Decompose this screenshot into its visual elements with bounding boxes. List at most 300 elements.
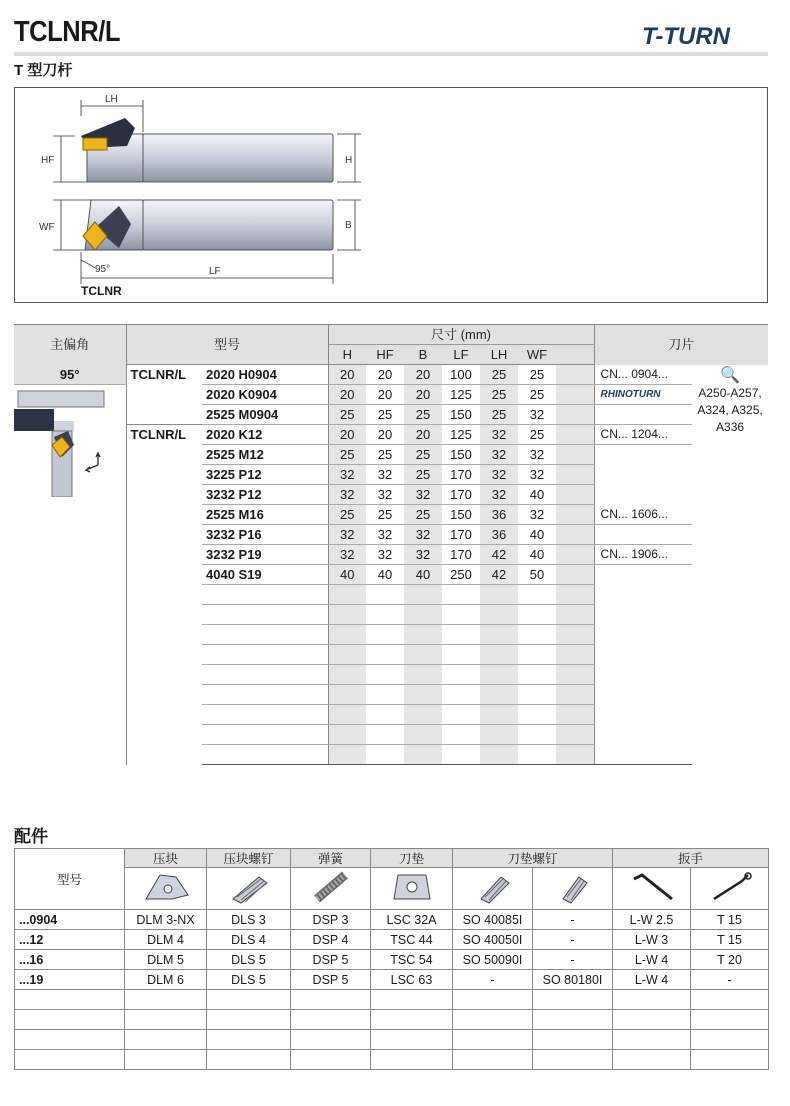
dim-empty xyxy=(366,705,404,725)
model-code: 2525 M16 xyxy=(202,505,328,525)
dim-label-hf: HF xyxy=(41,155,55,166)
model-empty xyxy=(202,645,328,665)
acc-cell-empty xyxy=(533,990,613,1010)
dim-empty xyxy=(556,725,594,745)
spec-table xyxy=(14,324,768,765)
acc-part-code: DLM 3-NX xyxy=(125,910,207,930)
title-rule xyxy=(14,52,768,56)
dim-value: 32 xyxy=(328,485,366,505)
acc-part-code: SO 80180I xyxy=(533,970,613,990)
series-label: TCLNR/L xyxy=(126,365,202,425)
dim-value: 40 xyxy=(518,545,556,565)
dim-value: 20 xyxy=(366,365,404,385)
model-empty xyxy=(202,705,328,725)
diagram-caption: TCLNR xyxy=(81,284,122,298)
acc-cell-empty xyxy=(613,1050,691,1070)
table-row xyxy=(15,970,769,990)
page-subtitle: T 型刀杆 xyxy=(14,62,73,79)
dim-empty xyxy=(556,425,594,445)
acc-cell-empty xyxy=(613,990,691,1010)
dim-empty xyxy=(328,685,366,705)
model-empty xyxy=(202,745,328,765)
dim-value: 36 xyxy=(480,505,518,525)
model-empty xyxy=(202,625,328,645)
dim-empty xyxy=(480,605,518,625)
dim-value: 25 xyxy=(518,425,556,445)
dim-label-lf: LF xyxy=(209,266,221,277)
dim-value: 25 xyxy=(366,505,404,525)
table-row xyxy=(15,990,769,1010)
acc-cell-empty xyxy=(533,1030,613,1050)
dim-empty xyxy=(480,705,518,725)
dim-value: 32 xyxy=(366,525,404,545)
acc-part-code: SO 40050I xyxy=(453,930,533,950)
dim-value: 150 xyxy=(442,445,480,465)
dim-value: 150 xyxy=(442,505,480,525)
dim-value: 25 xyxy=(518,365,556,385)
dim-value: 32 xyxy=(366,485,404,505)
dim-value: 25 xyxy=(366,445,404,465)
insert-empty xyxy=(594,745,692,765)
tool-drawing xyxy=(15,88,769,304)
page-title: TCLNR/L xyxy=(14,16,121,48)
insert-empty xyxy=(594,625,692,645)
dim-value: 32 xyxy=(328,525,366,545)
dim-empty xyxy=(518,705,556,725)
dim-value: 32 xyxy=(518,505,556,525)
dim-value: 40 xyxy=(518,525,556,545)
dim-empty xyxy=(518,625,556,645)
acc-row-empty xyxy=(15,1030,125,1050)
dim-empty xyxy=(328,725,366,745)
torx-key-icon xyxy=(691,868,769,910)
header-dim-col: HF xyxy=(366,345,404,365)
acc-cell-empty xyxy=(207,990,291,1010)
acc-cell-empty xyxy=(125,1050,207,1070)
acc-cell-empty xyxy=(613,1010,691,1030)
dim-value: 32 xyxy=(404,485,442,505)
insert-code: CN... 1606... xyxy=(594,505,692,525)
dim-empty xyxy=(404,705,442,725)
dim-empty xyxy=(366,585,404,605)
model-code: 2020 H0904 xyxy=(202,365,328,385)
dim-empty xyxy=(556,545,594,565)
acc-part-code: DSP 3 xyxy=(291,910,371,930)
dim-empty xyxy=(556,465,594,485)
angle-value: 95° xyxy=(14,365,126,385)
acc-cell-empty xyxy=(453,1010,533,1030)
table-row xyxy=(15,930,769,950)
dim-empty xyxy=(556,485,594,505)
acc-cell-empty xyxy=(691,1050,769,1070)
dim-value: 125 xyxy=(442,425,480,445)
clamp-screw-icon xyxy=(207,868,291,910)
dim-empty xyxy=(442,665,480,685)
dim-empty xyxy=(328,745,366,765)
table-row xyxy=(15,950,769,970)
dim-empty xyxy=(556,585,594,605)
acc-cell-empty xyxy=(125,1010,207,1030)
acc-row-empty xyxy=(15,990,125,1010)
acc-part-code: LSC 32A xyxy=(371,910,453,930)
insert-code: CN... 0904... xyxy=(594,365,692,385)
insert-empty xyxy=(594,705,692,725)
dim-empty xyxy=(442,625,480,645)
shim-screw-icon-1 xyxy=(453,868,533,910)
table-row xyxy=(14,585,768,605)
insert-empty xyxy=(594,405,692,425)
model-code: 3225 P12 xyxy=(202,465,328,485)
dim-value: 36 xyxy=(480,525,518,545)
dim-value: 150 xyxy=(442,405,480,425)
dim-empty xyxy=(404,685,442,705)
dim-empty xyxy=(480,745,518,765)
acc-part-code: L-W 3 xyxy=(613,930,691,950)
dim-empty xyxy=(556,405,594,425)
dim-label-angle: 95° xyxy=(95,264,111,275)
dim-empty xyxy=(442,685,480,705)
header-angle: 主偏角 xyxy=(14,325,126,365)
acc-part-code: DLS 4 xyxy=(207,930,291,950)
dim-value: 40 xyxy=(366,565,404,585)
acc-cell-empty xyxy=(371,990,453,1010)
dim-value: 25 xyxy=(404,405,442,425)
model-empty xyxy=(202,585,328,605)
dim-value: 20 xyxy=(366,425,404,445)
dim-empty xyxy=(404,665,442,685)
acc-part-code: SO 50090I xyxy=(453,950,533,970)
acc-part-code: - xyxy=(533,950,613,970)
dim-empty xyxy=(518,725,556,745)
acc-part-code: - xyxy=(453,970,533,990)
table-row xyxy=(15,910,769,930)
header-dims: 尺寸 (mm) xyxy=(328,325,594,345)
acc-header-model: 型号 xyxy=(15,849,125,910)
acc-row-label: ...19 xyxy=(15,970,125,990)
dim-value: 25 xyxy=(518,385,556,405)
acc-cell-empty xyxy=(371,1050,453,1070)
dim-empty xyxy=(328,645,366,665)
dim-empty xyxy=(480,645,518,665)
dim-empty xyxy=(404,625,442,645)
dim-value: 25 xyxy=(404,465,442,485)
dim-empty xyxy=(404,745,442,765)
series-empty xyxy=(126,585,202,765)
dim-value: 25 xyxy=(404,445,442,465)
dim-value: 25 xyxy=(480,365,518,385)
acc-part-code: L-W 4 xyxy=(613,970,691,990)
insert-empty xyxy=(594,685,692,705)
dim-value: 20 xyxy=(404,425,442,445)
magnifier-icon: 🔍 xyxy=(720,366,740,384)
dim-value: 20 xyxy=(404,365,442,385)
dim-value: 32 xyxy=(480,445,518,465)
dim-value: 32 xyxy=(366,465,404,485)
dim-value: 20 xyxy=(404,385,442,405)
dim-empty xyxy=(556,685,594,705)
dim-label-h: H xyxy=(345,155,353,166)
dim-empty xyxy=(366,685,404,705)
acc-cell-empty xyxy=(207,1010,291,1030)
dim-value: 170 xyxy=(442,485,480,505)
page-reference-cell xyxy=(692,365,768,765)
holder-orientation-illustration xyxy=(14,385,126,765)
acc-cell-empty xyxy=(691,990,769,1010)
dim-value: 25 xyxy=(404,505,442,525)
dim-empty xyxy=(404,585,442,605)
acc-part-code: DLM 5 xyxy=(125,950,207,970)
dim-empty xyxy=(480,585,518,605)
acc-row-label: ...0904 xyxy=(15,910,125,930)
dim-empty xyxy=(442,585,480,605)
dim-empty xyxy=(328,585,366,605)
acc-cell-empty xyxy=(453,990,533,1010)
insert-empty xyxy=(594,605,692,625)
acc-row-empty xyxy=(15,1050,125,1070)
header-dim-col: B xyxy=(404,345,442,365)
dim-empty xyxy=(556,365,594,385)
acc-cell-empty xyxy=(291,1010,371,1030)
dim-value: 40 xyxy=(518,485,556,505)
acc-part-code: T 15 xyxy=(691,930,769,950)
dim-empty xyxy=(556,565,594,585)
dim-value: 50 xyxy=(518,565,556,585)
insert-empty xyxy=(594,585,692,605)
dim-empty xyxy=(556,385,594,405)
dim-empty xyxy=(366,625,404,645)
model-empty xyxy=(202,725,328,745)
dim-value: 250 xyxy=(442,565,480,585)
dim-empty xyxy=(404,605,442,625)
dim-value: 32 xyxy=(518,445,556,465)
header-insert: 刀片 xyxy=(594,325,768,365)
dim-value: 20 xyxy=(328,425,366,445)
holder-icon xyxy=(14,385,114,497)
dim-empty xyxy=(518,585,556,605)
dim-empty xyxy=(366,665,404,685)
dim-empty xyxy=(328,705,366,725)
dim-empty xyxy=(556,445,594,465)
acc-cell-empty xyxy=(371,1010,453,1030)
acc-part-code: DSP 5 xyxy=(291,950,371,970)
acc-cell-empty xyxy=(207,1050,291,1070)
acc-part-code: DLS 5 xyxy=(207,950,291,970)
dim-value: 42 xyxy=(480,565,518,585)
dim-value: 32 xyxy=(480,425,518,445)
dim-label-wf: WF xyxy=(39,222,55,233)
hex-key-icon xyxy=(613,868,691,910)
dim-value: 40 xyxy=(328,565,366,585)
model-empty xyxy=(202,665,328,685)
dim-empty xyxy=(442,745,480,765)
dim-value: 125 xyxy=(442,385,480,405)
acc-cell-empty xyxy=(291,1050,371,1070)
acc-part-code: LSC 63 xyxy=(371,970,453,990)
dim-empty xyxy=(366,645,404,665)
model-code: 3232 P19 xyxy=(202,545,328,565)
acc-part-code: L-W 4 xyxy=(613,950,691,970)
dim-value: 25 xyxy=(328,445,366,465)
model-code: 4040 S19 xyxy=(202,565,328,585)
dim-empty xyxy=(518,645,556,665)
header-model: 型号 xyxy=(126,325,328,365)
dim-empty xyxy=(518,685,556,705)
dim-empty xyxy=(442,725,480,745)
dim-value: 20 xyxy=(328,385,366,405)
dim-value: 25 xyxy=(366,405,404,425)
acc-cell-empty xyxy=(691,1010,769,1030)
dim-empty xyxy=(366,745,404,765)
acc-header-spring: 弹簧 xyxy=(291,849,371,868)
acc-cell-empty xyxy=(691,1030,769,1050)
accessories-title: 配件 xyxy=(14,827,48,846)
table-row xyxy=(15,1030,769,1050)
model-empty xyxy=(202,605,328,625)
dim-empty xyxy=(556,705,594,725)
acc-cell-empty xyxy=(291,990,371,1010)
table-row xyxy=(14,425,768,445)
insert-code: CN... 1204... xyxy=(594,425,692,445)
dim-empty xyxy=(556,605,594,625)
dim-value: 170 xyxy=(442,545,480,565)
header-dim-col: WF xyxy=(518,345,556,365)
series-label: TCLNR/L xyxy=(126,425,202,585)
dim-value: 32 xyxy=(518,405,556,425)
dim-value: 32 xyxy=(480,485,518,505)
acc-cell-empty xyxy=(371,1030,453,1050)
shim-icon xyxy=(371,868,453,910)
acc-header-shim: 刀垫 xyxy=(371,849,453,868)
acc-cell-empty xyxy=(533,1050,613,1070)
insert-code: CN... 1906... xyxy=(594,545,692,565)
tool-diagram xyxy=(14,87,768,303)
dim-empty xyxy=(404,725,442,745)
header-dim-col: LH xyxy=(480,345,518,365)
table-row xyxy=(15,1050,769,1070)
page-refs: A250-A257, A324, A325, A336 xyxy=(697,385,763,434)
dim-empty xyxy=(556,505,594,525)
accessories-table xyxy=(14,848,769,1070)
insert-empty xyxy=(594,645,692,665)
t-turn-logo xyxy=(640,20,772,50)
acc-header-shim-screw: 刀垫螺钉 xyxy=(453,849,613,868)
acc-part-code: - xyxy=(533,910,613,930)
dim-value: 100 xyxy=(442,365,480,385)
dim-value: 25 xyxy=(328,505,366,525)
acc-part-code: L-W 2.5 xyxy=(613,910,691,930)
dim-empty xyxy=(404,645,442,665)
dim-empty xyxy=(480,725,518,745)
dim-value: 40 xyxy=(404,565,442,585)
logo-text: T-TURN xyxy=(642,23,730,50)
dim-empty xyxy=(480,625,518,645)
model-code: 3232 P12 xyxy=(202,485,328,505)
acc-cell-empty xyxy=(291,1030,371,1050)
model-empty xyxy=(202,685,328,705)
acc-cell-empty xyxy=(125,1030,207,1050)
insert-empty xyxy=(594,485,692,505)
acc-cell-empty xyxy=(533,1010,613,1030)
shim-screw-icon-2 xyxy=(533,868,613,910)
dim-empty xyxy=(328,665,366,685)
insert-empty xyxy=(594,565,692,585)
acc-part-code: - xyxy=(533,930,613,950)
acc-part-code: DSP 4 xyxy=(291,930,371,950)
acc-cell-empty xyxy=(613,1030,691,1050)
dim-empty xyxy=(556,645,594,665)
acc-cell-empty xyxy=(207,1030,291,1050)
insert-empty xyxy=(594,525,692,545)
dim-empty xyxy=(442,645,480,665)
header-dim-empty xyxy=(556,345,594,365)
clamp-icon xyxy=(125,868,207,910)
model-code: 3232 P16 xyxy=(202,525,328,545)
acc-cell-empty xyxy=(453,1050,533,1070)
model-code: 2020 K0904 xyxy=(202,385,328,405)
acc-part-code: - xyxy=(691,970,769,990)
model-code: 2020 K12 xyxy=(202,425,328,445)
dim-empty xyxy=(442,605,480,625)
acc-part-code: DLS 3 xyxy=(207,910,291,930)
model-code: 2525 M0904 xyxy=(202,405,328,425)
acc-part-code: T 15 xyxy=(691,910,769,930)
acc-part-code: DLS 5 xyxy=(207,970,291,990)
acc-part-code: DLM 6 xyxy=(125,970,207,990)
dim-value: 20 xyxy=(366,385,404,405)
insert-empty xyxy=(594,665,692,685)
dim-value: 32 xyxy=(404,525,442,545)
dim-value: 170 xyxy=(442,525,480,545)
dim-value: 32 xyxy=(328,465,366,485)
dim-empty xyxy=(518,665,556,685)
dim-empty xyxy=(480,685,518,705)
dim-label-lh: LH xyxy=(105,94,118,105)
acc-header-wrench: 扳手 xyxy=(613,849,769,868)
acc-cell-empty xyxy=(453,1030,533,1050)
dim-value: 32 xyxy=(366,545,404,565)
acc-header-clamp-screw: 压块螺钉 xyxy=(207,849,291,868)
dim-value: 32 xyxy=(328,545,366,565)
dim-empty xyxy=(366,725,404,745)
dim-value: 32 xyxy=(404,545,442,565)
acc-row-label: ...12 xyxy=(15,930,125,950)
insert-empty xyxy=(594,725,692,745)
dim-value: 32 xyxy=(480,465,518,485)
acc-part-code: SO 40085I xyxy=(453,910,533,930)
dim-empty xyxy=(442,705,480,725)
dim-empty xyxy=(518,605,556,625)
dim-empty xyxy=(480,665,518,685)
acc-part-code: TSC 54 xyxy=(371,950,453,970)
dim-value: 25 xyxy=(480,385,518,405)
dim-value: 25 xyxy=(480,405,518,425)
dim-value: 170 xyxy=(442,465,480,485)
dim-empty xyxy=(556,665,594,685)
insert-empty xyxy=(594,445,692,465)
rhino-turn-logo: RHINOTURN xyxy=(594,385,692,405)
dim-value: 20 xyxy=(328,365,366,385)
acc-header-clamp: 压块 xyxy=(125,849,207,868)
spring-icon xyxy=(291,868,371,910)
dim-empty xyxy=(328,605,366,625)
table-row xyxy=(15,1010,769,1030)
model-code: 2525 M12 xyxy=(202,445,328,465)
acc-row-empty xyxy=(15,1010,125,1030)
header-dim-col: LF xyxy=(442,345,480,365)
dim-empty xyxy=(518,745,556,765)
acc-cell-empty xyxy=(125,990,207,1010)
acc-row-label: ...16 xyxy=(15,950,125,970)
